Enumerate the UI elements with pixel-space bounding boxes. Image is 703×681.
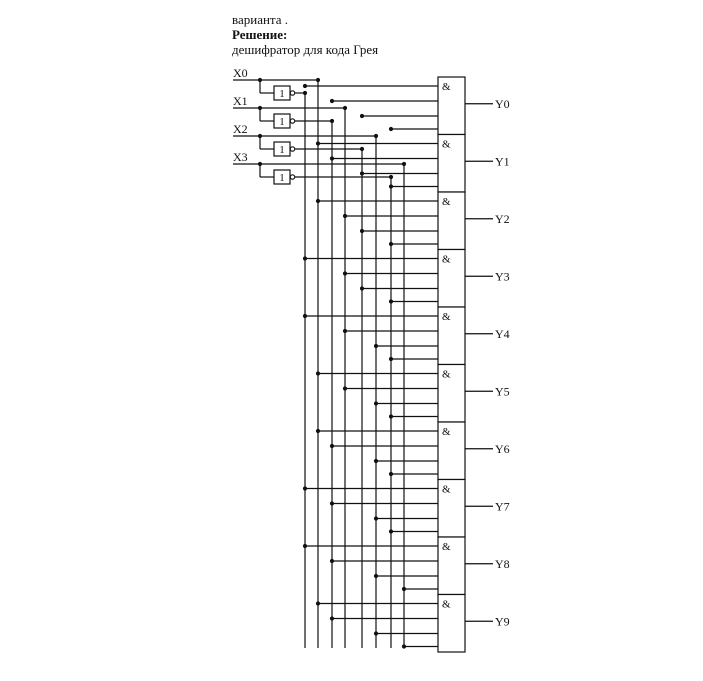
junction-dot xyxy=(343,386,347,390)
junction-dot xyxy=(303,544,307,548)
junction-dot xyxy=(374,401,378,405)
and-symbol: & xyxy=(442,598,451,611)
solution-heading: Решение: xyxy=(232,27,288,42)
output-label-y2: Y2 xyxy=(495,211,510,226)
output-label-y6: Y6 xyxy=(495,441,510,456)
and-symbol: & xyxy=(442,426,451,438)
junction-dot xyxy=(389,175,393,179)
junction-dot xyxy=(389,414,393,418)
output-label-y5: Y5 xyxy=(495,384,510,399)
junction-dot xyxy=(303,314,307,318)
junction-dot xyxy=(360,171,364,175)
junction-dot xyxy=(374,574,378,578)
junction-dot xyxy=(316,601,320,605)
output-label-y9: Y9 xyxy=(495,614,510,629)
input-label-x3: X3 xyxy=(233,150,248,164)
junction-dot xyxy=(374,459,378,463)
junction-dot xyxy=(374,134,378,138)
output-label-y7: Y7 xyxy=(495,499,510,514)
junction-dot xyxy=(303,84,307,88)
junction-dot xyxy=(389,357,393,361)
junction-dot xyxy=(343,214,347,218)
junction-dot xyxy=(258,106,262,110)
junction-dot xyxy=(258,134,262,138)
input-label-x2: X2 xyxy=(233,122,248,136)
junction-dot xyxy=(360,229,364,233)
and-symbol: & xyxy=(442,541,451,553)
junction-dot xyxy=(330,99,334,103)
inversion-bubble xyxy=(290,147,294,151)
junction-dot xyxy=(343,106,347,110)
logic-blocks xyxy=(274,77,465,652)
junction-dot xyxy=(360,286,364,290)
junction-dot xyxy=(316,141,320,145)
output-label-y1: Y1 xyxy=(495,154,510,169)
junction-dot xyxy=(360,147,364,151)
and-symbol: & xyxy=(442,81,451,93)
junction-dot xyxy=(303,256,307,260)
and-symbol: & xyxy=(442,311,451,323)
junction-dot xyxy=(303,486,307,490)
and-symbol: & xyxy=(442,138,451,151)
output-label-y4: Y4 xyxy=(495,326,510,341)
junction-dot xyxy=(389,472,393,476)
header-line-1: варианта . xyxy=(232,12,289,27)
junction-dot xyxy=(316,199,320,203)
junction-dot xyxy=(258,162,262,166)
junction-dot xyxy=(330,616,334,620)
junction-dot xyxy=(330,559,334,563)
junction-dot xyxy=(316,429,320,433)
diagram-caption: дешифратор для кода Грея xyxy=(232,42,379,57)
output-label-y3: Y3 xyxy=(495,269,510,284)
inverter-symbol: 1 xyxy=(279,116,285,128)
junction-dot xyxy=(360,114,364,118)
junction-dot xyxy=(402,162,406,166)
junction-dot xyxy=(330,444,334,448)
junction-dot xyxy=(374,516,378,520)
junction-dot xyxy=(402,644,406,648)
input-label-x1: X1 xyxy=(233,94,248,108)
junction-dot xyxy=(258,78,262,82)
inversion-bubble xyxy=(290,91,294,95)
junction-dot xyxy=(330,501,334,505)
junction-dot xyxy=(316,371,320,375)
junction-dot xyxy=(402,587,406,591)
inverter-symbol: 1 xyxy=(279,88,285,100)
inversion-bubble xyxy=(290,175,294,179)
and-symbol: & xyxy=(442,253,451,266)
and-symbol: & xyxy=(442,483,451,496)
junction-dot xyxy=(330,156,334,160)
junction-dot xyxy=(316,78,320,82)
output-label-y0: Y0 xyxy=(495,96,510,111)
junction-dot xyxy=(389,127,393,131)
output-label-y8: Y8 xyxy=(495,556,510,571)
junction-dot xyxy=(343,329,347,333)
junction-dot xyxy=(374,344,378,348)
inversion-bubble xyxy=(290,119,294,123)
and-symbol: & xyxy=(442,196,451,208)
junction-dot xyxy=(374,631,378,635)
junction-dot xyxy=(303,91,307,95)
junction-dot xyxy=(389,299,393,303)
junction-dot xyxy=(389,242,393,246)
inverter-symbol: 1 xyxy=(279,144,285,156)
junction-dot xyxy=(330,119,334,123)
inverter-symbol: 1 xyxy=(279,172,285,184)
junction-dot xyxy=(343,271,347,275)
and-symbol: & xyxy=(442,368,451,381)
input-label-x0: X0 xyxy=(233,66,248,80)
junction-dot xyxy=(389,184,393,188)
junction-dot xyxy=(389,529,393,533)
